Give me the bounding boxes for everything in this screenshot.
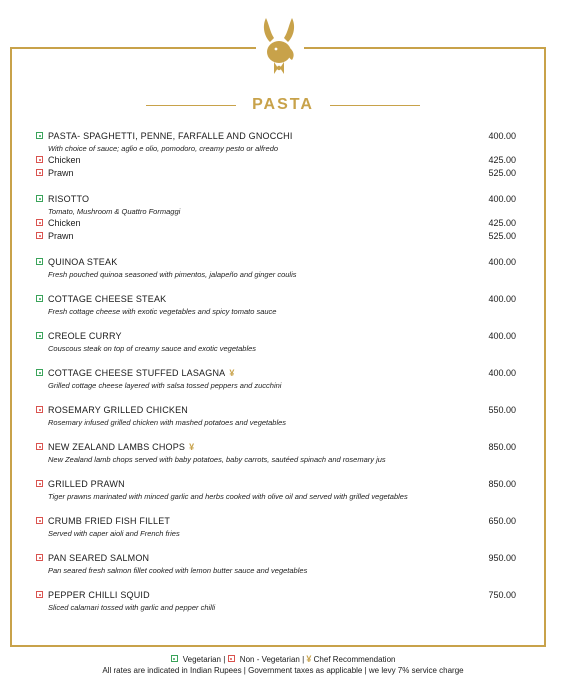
- menu-item: [36, 293, 516, 317]
- menu-item: [36, 515, 516, 539]
- menu-item: [36, 130, 516, 180]
- menu-item-line: [36, 293, 516, 306]
- nonveg-icon: [36, 406, 43, 413]
- menu-item-description: Served with caper aioli and French fries: [48, 529, 180, 538]
- veg-icon: [171, 655, 178, 662]
- menu-item-line: [36, 130, 516, 143]
- menu-item-line: [36, 478, 516, 491]
- menu-item-name: CRUMB FRIED FISH FILLET: [48, 516, 171, 526]
- variant-name: Prawn: [48, 231, 74, 241]
- menu-item: [36, 193, 516, 243]
- menu-item-line: [36, 515, 516, 528]
- legend-separator: |: [302, 655, 305, 664]
- menu-item-price: 400.00: [488, 331, 516, 341]
- menu-item-price: 400.00: [488, 368, 516, 378]
- nonveg-icon: [36, 591, 43, 598]
- nonveg-icon: [36, 480, 43, 487]
- variant-price: 525.00: [488, 168, 516, 178]
- nonveg-icon: [36, 169, 43, 176]
- veg-icon: [36, 369, 43, 376]
- menu-item: [36, 589, 516, 613]
- menu-item-description: Rosemary infused grilled chicken with mashed potatoes and vegetables: [48, 418, 287, 427]
- legend-separator: |: [223, 655, 226, 664]
- menu-item-variant: [36, 154, 516, 167]
- menu-item-price: 650.00: [488, 516, 516, 526]
- menu-item-price: 850.00: [488, 442, 516, 452]
- chef-recommendation-icon: ¥: [189, 442, 195, 452]
- menu-item-price: 550.00: [488, 405, 516, 415]
- nonveg-icon: [228, 655, 235, 662]
- menu-item-name: COTTAGE CHEESE STUFFED LASAGNA: [48, 368, 226, 378]
- nonveg-icon: [36, 443, 43, 450]
- variant-price: 525.00: [488, 231, 516, 241]
- menu-item-price: 400.00: [488, 194, 516, 204]
- menu-item-description: Couscous steak on top of creamy sauce and exotic vegetables: [48, 344, 257, 353]
- variant-name: Prawn: [48, 168, 74, 178]
- nonveg-icon: [36, 219, 43, 226]
- menu-item-variant: [36, 217, 516, 230]
- veg-icon: [36, 295, 43, 302]
- menu-item: [36, 256, 516, 280]
- menu-item-line: [36, 589, 516, 602]
- veg-icon: [36, 332, 43, 339]
- legend-nonveg-label: Non - Vegetarian: [239, 655, 300, 664]
- menu-item-description: Tomato, Mushroom & Quattro Formaggi: [48, 207, 181, 216]
- menu-item-price: 950.00: [488, 553, 516, 563]
- menu-item-description: Fresh cottage cheese with exotic vegetables and spicy tomato sauce: [48, 307, 277, 316]
- chef-recommendation-icon: ¥: [229, 368, 235, 378]
- menu-item-description: Tiger prawns marinated with minced garlic and herbs cooked with olive oil and served with grilled vegetables: [48, 492, 408, 501]
- menu-item-line: [36, 330, 516, 343]
- menu-item-description: New Zealand lamb chops served with baby potatoes, baby carrots, sautéed spinach and rosemary jus: [48, 455, 386, 464]
- section-header: [0, 96, 566, 116]
- variant-price: 425.00: [488, 218, 516, 228]
- nonveg-icon: [36, 232, 43, 239]
- variant-name: Chicken: [48, 155, 81, 165]
- menu-item-variant: [36, 230, 516, 243]
- nonveg-icon: [36, 156, 43, 163]
- veg-icon: [36, 258, 43, 265]
- menu-item-name: PASTA- SPAGHETTI, PENNE, FARFALLE AND GNOCCHI: [48, 131, 293, 141]
- menu-item: [36, 552, 516, 576]
- bunny-logo-icon: [256, 16, 304, 80]
- menu-item-name: RISOTTO: [48, 194, 90, 204]
- menu-item-name: NEW ZEALAND LAMBS CHOPS: [48, 442, 186, 452]
- variant-name: Chicken: [48, 218, 81, 228]
- menu-item: [36, 441, 516, 465]
- title-rule-right: [330, 105, 420, 106]
- menu-item-description: Sliced calamari tossed with garlic and pepper chilli: [48, 603, 216, 612]
- menu-item-name: GRILLED PRAWN: [48, 479, 125, 489]
- nonveg-icon: [36, 554, 43, 561]
- menu-item-variant: [36, 167, 516, 180]
- menu-item-price: 400.00: [488, 294, 516, 304]
- legend-veg-label: Vegetarian: [182, 655, 222, 664]
- menu-item: [36, 330, 516, 354]
- nonveg-icon: [36, 517, 43, 524]
- footnote: All rates are indicated in Indian Rupees | Government taxes as applicable | we levy 7% service charge: [102, 666, 464, 675]
- menu-item-name: COTTAGE CHEESE STEAK: [48, 294, 167, 304]
- menu-item-line: [36, 441, 516, 454]
- veg-icon: [36, 132, 43, 139]
- menu-item-price: 400.00: [488, 131, 516, 141]
- legend: [0, 654, 566, 664]
- menu-item-price: 750.00: [488, 590, 516, 600]
- menu-item-name: PAN SEARED SALMON: [48, 553, 150, 563]
- menu-item-line: [36, 256, 516, 269]
- menu-items-list: [36, 130, 516, 626]
- menu-item-description: Pan seared fresh salmon fillet cooked with lemon butter sauce and vegetables: [48, 566, 308, 575]
- menu-item-description: With choice of sauce; aglio e olio, pomodoro, creamy pesto or alfredo: [48, 144, 279, 153]
- section-title: PASTA: [252, 96, 314, 113]
- variant-price: 425.00: [488, 155, 516, 165]
- veg-icon: [36, 195, 43, 202]
- menu-item-line: [36, 193, 516, 206]
- menu-item-price: 850.00: [488, 479, 516, 489]
- chef-recommendation-icon: ¥: [306, 654, 312, 664]
- menu-item: [36, 404, 516, 428]
- menu-item-name: PEPPER CHILLI SQUID: [48, 590, 150, 600]
- menu-item-name: ROSEMARY GRILLED CHICKEN: [48, 405, 189, 415]
- legend-chef-label: Chef Recommendation: [313, 655, 396, 664]
- menu-item-description: Fresh pouched quinoa seasoned with pimentos, jalapeño and ginger coulis: [48, 270, 297, 279]
- menu-item: [36, 478, 516, 502]
- menu-item-line: [36, 367, 516, 380]
- menu-item-line: [36, 404, 516, 417]
- menu-item-description: Grilled cottage cheese layered with salsa tossed peppers and zucchini: [48, 381, 282, 390]
- menu-item-line: [36, 552, 516, 565]
- menu-item: [36, 367, 516, 391]
- menu-item-name: CREOLE CURRY: [48, 331, 122, 341]
- menu-item-price: 400.00: [488, 257, 516, 267]
- menu-item-name: QUINOA STEAK: [48, 257, 118, 267]
